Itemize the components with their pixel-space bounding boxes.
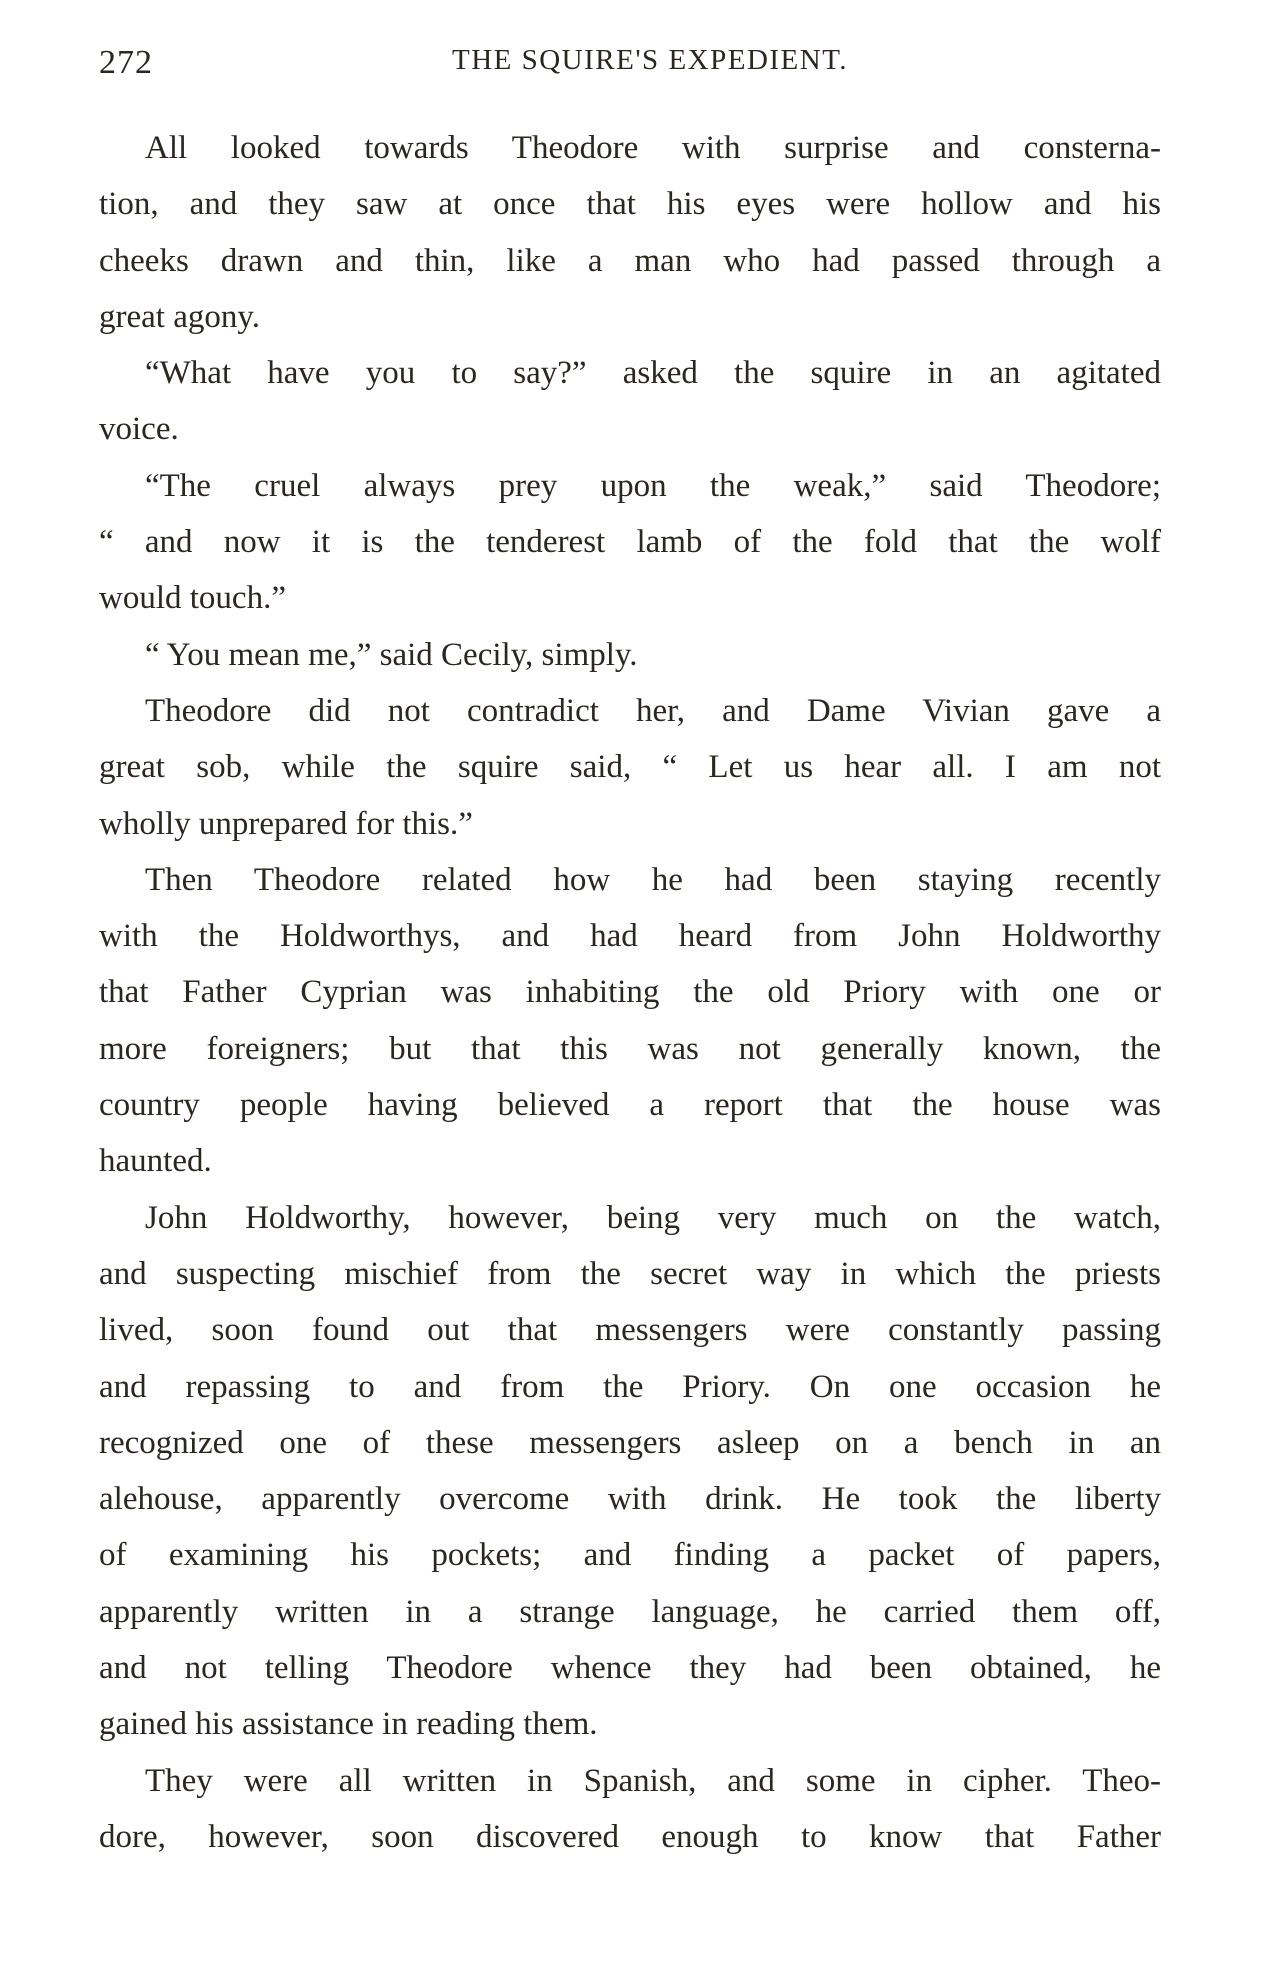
running-title: THE SQUIRE'S EXPEDIENT. bbox=[451, 44, 849, 76]
text-line: tion, and they saw at once that his eyes were hollow and his bbox=[99, 186, 1161, 223]
text-line: that Father Cyprian was inhabiting the old Priory with one or bbox=[99, 974, 1161, 1011]
text-line: of examining his pockets; and finding a packet of papers, bbox=[99, 1537, 1161, 1574]
text-line: They were all written in Spanish, and some in cipher. Theo- bbox=[145, 1762, 1161, 1799]
text-line: and suspecting mischief from the secret way in which the priests bbox=[99, 1255, 1161, 1292]
text-line: with the Holdworthys, and had heard from John Holdworthy bbox=[99, 918, 1161, 955]
text-line: apparently written in a strange language, he carried them off, bbox=[99, 1593, 1161, 1630]
text-line: “ You mean me,” said Cecily, simply. bbox=[145, 636, 638, 673]
text-line: country people having believed a report that the house was bbox=[99, 1087, 1161, 1124]
text-line: recognized one of these messengers asleep on a bench in an bbox=[99, 1424, 1161, 1461]
text-line: alehouse, apparently overcome with drink. He took the liberty bbox=[99, 1481, 1161, 1518]
text-line: “ and now it is the tenderest lamb of the fold that the wolf bbox=[99, 524, 1161, 561]
text-line: great agony. bbox=[99, 298, 260, 335]
text-line: and repassing to and from the Priory. On one occasion he bbox=[99, 1368, 1161, 1405]
text-line: Then Theodore related how he had been staying recently bbox=[145, 861, 1161, 898]
text-line: “The cruel always prey upon the weak,” said Theodore; bbox=[145, 467, 1161, 504]
text-line: cheeks drawn and thin, like a man who had passed through a bbox=[99, 242, 1161, 279]
body-text bbox=[99, 120, 1161, 1865]
text-line: wholly unprepared for this.” bbox=[99, 805, 473, 842]
text-line: great sob, while the squire said, “ Let us hear all. I am not bbox=[99, 749, 1161, 786]
text-line: gained his assistance in reading them. bbox=[99, 1706, 598, 1743]
text-line: voice. bbox=[99, 411, 179, 448]
text-line: “What have you to say?” asked the squire in an agitated bbox=[145, 355, 1161, 392]
running-head bbox=[99, 44, 1161, 84]
text-line: lived, soon found out that messengers were constantly passing bbox=[99, 1312, 1161, 1349]
text-line: haunted. bbox=[99, 1143, 212, 1180]
text-line: John Holdworthy, however, being very much on the watch, bbox=[145, 1199, 1161, 1236]
text-line: All looked towards Theodore with surprise and consterna- bbox=[145, 130, 1161, 166]
text-line: would touch.” bbox=[99, 580, 286, 617]
text-line: and not telling Theodore whence they had been obtained, he bbox=[99, 1650, 1161, 1687]
text-line: dore, however, soon discovered enough to know that Father bbox=[99, 1818, 1161, 1855]
page-number: 272 bbox=[99, 44, 153, 81]
text-line: Theodore did not contradict her, and Dame Vivian gave a bbox=[145, 692, 1161, 729]
text-line: more foreigners; but that this was not generally known, the bbox=[99, 1030, 1161, 1067]
